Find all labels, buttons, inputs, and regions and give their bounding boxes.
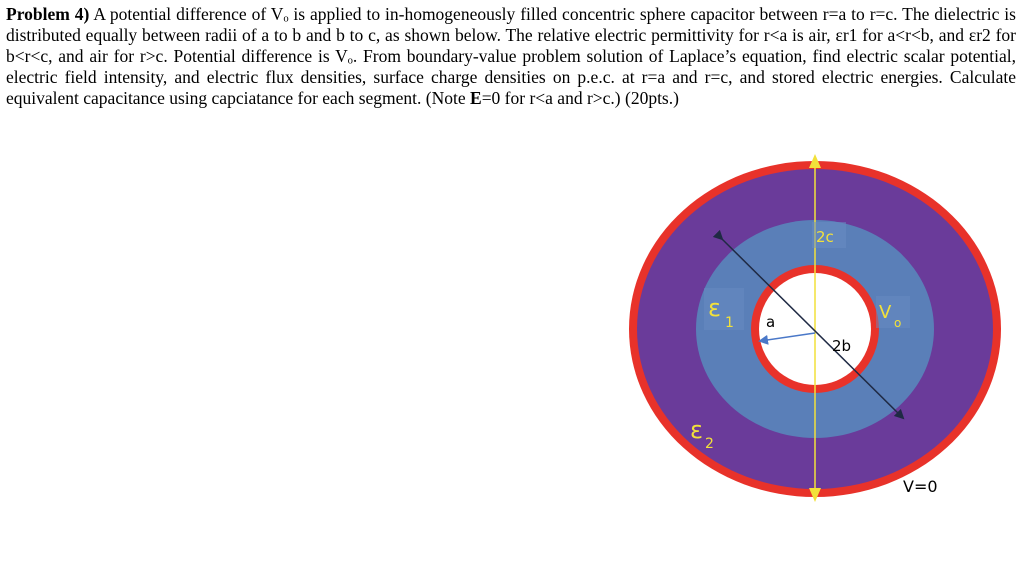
problem-text-end: =0 for r<a and r>c.) (20pts.) [481, 88, 679, 108]
vo-subscript: o [894, 316, 902, 330]
problem-label: Problem 4) [6, 4, 90, 24]
epsilon-2-symbol: ε [690, 416, 703, 444]
diameter-2b-label: 2b [832, 337, 852, 355]
epsilon-1-symbol: ε [708, 294, 721, 322]
radius-a-label: a [766, 313, 776, 331]
diameter-2c-label: 2c [816, 228, 834, 246]
epsilon-1-subscript: 1 [725, 315, 734, 331]
v-zero-label: V=0 [903, 477, 938, 496]
epsilon-2-subscript: 2 [705, 436, 714, 452]
vo-label: V [879, 302, 892, 323]
problem-text: A potential difference of Vₒ is applied to in-homogeneously filled concentric sphere capacitor between r=a to r=c. The dielectric is distributed equally between radii of a to b and b to c, as shown below. The relative electric permittivity for r<a is air, εr1 for a<r<b, and εr2 for b<r<c, and air for r>c. Potential difference is Vₒ. From boundary-value problem solution of Laplace’s equation, find electric scalar potential, electric field intensity, and electric flux densities, surface charge densities on p.e.c. at r=a and r=c, and stored electric energies. Calculate equivalent capacitance using capciatance for each segment. (Note [6, 4, 1016, 108]
arrow-up-icon [809, 154, 821, 168]
bold-e: E [470, 88, 482, 108]
